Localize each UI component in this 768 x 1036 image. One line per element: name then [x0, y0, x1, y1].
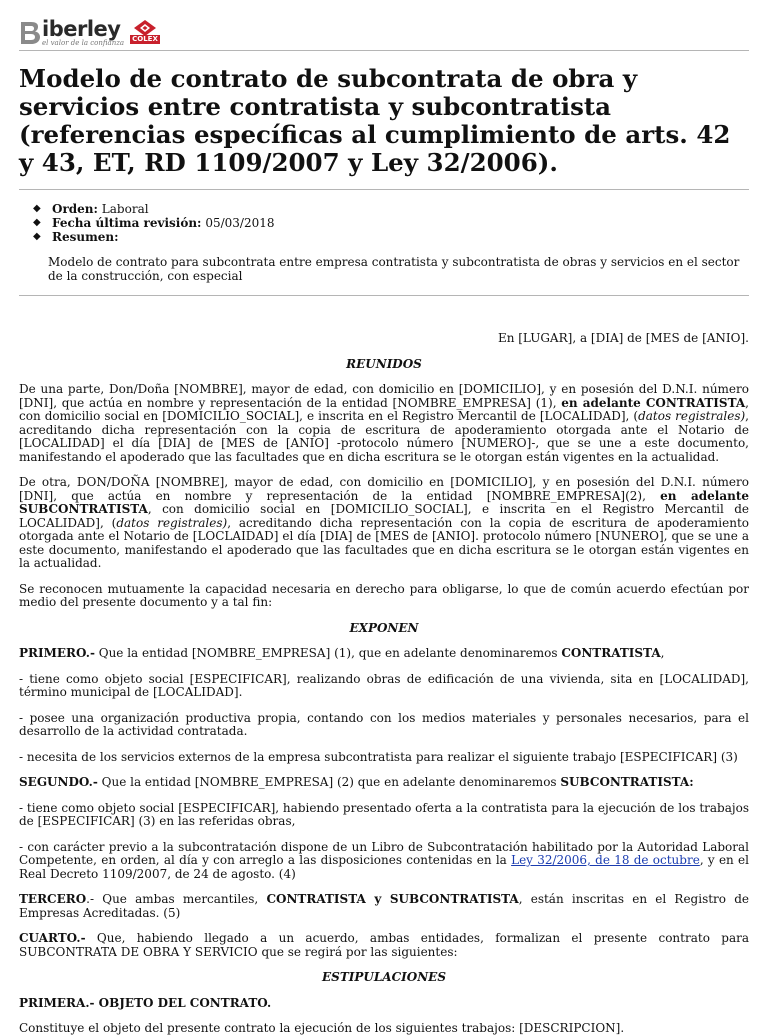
segundo-role: SUBCONTRATISTA:	[560, 775, 694, 789]
primero-item-3: - necesita de los servicios externos de la empresa subcontratista para realizar el siguiente trabajo [ESPECIFICAR] (3)	[19, 749, 738, 764]
capacity-paragraph: Se reconocen mutuamente la capacidad necesaria en derecho para obligarse, lo que de común acuerdo efectúan por medio del presente documento y a tal fin:	[19, 581, 749, 609]
segundo-item-1: - tiene como objeto social [ESPECIFICAR], habiendo presentado oferta a la contratista para la ejecución de los trabajos de [ESPECIFICAR] (3) en las referidas obras,	[19, 800, 749, 828]
meta-resumen	[33, 230, 749, 244]
fecha-label: Fecha última revisión:	[52, 216, 202, 230]
section-heading-reunidos: REUNIDOS	[346, 356, 422, 371]
party1-text-3: , acreditando dicha representación con la copia de escritura de apoderamiento otorgada ante el Notario de [LOCALIDAD] el día [DIA] de [MES de [ANIO] -protocolo número [NUMERO]-, que se une a este documento, manifestando el apoderado que las facultades que en dicha escritura se le otorgan están vigentes en la actualidad.	[19, 409, 749, 464]
segundo-text: Que la entidad [NOMBRE_EMPRESA] (2) que en adelante denominaremos	[97, 775, 561, 789]
party1-text-2: , con domicilio social en [DOMICILIO_SOCIAL], e inscrita en el Registro Mercantil de [LOCALIDAD], (	[19, 395, 749, 423]
primera-heading-text: PRIMERA.- OBJETO DEL CONTRATO.	[19, 995, 272, 1010]
party1-role: en adelante CONTRATISTA	[561, 395, 746, 410]
party1-text: De una parte, Don/Doña [NOMBRE], mayor de edad, con domicilio en [DOMICILIO], y en posesión del D.N.I. número [DNI], que actúa en nombre y representación de la entidad [NOMBRE_EMPRESA] (1),	[19, 382, 749, 410]
summary-text: Modelo de contrato para subcontrata entre empresa contratista y subcontratista de obras y servicios en el sector de la construcción, con especial	[48, 255, 740, 283]
segundo-item-2-text: - con carácter previo a la subcontratación dispone de un Libro de Subcontratación habilitado por la Autoridad Laboral Competente, en orden, al día y con arreglo a las disposiciones contenidas en la	[19, 839, 749, 867]
brand-name: iberley	[42, 17, 121, 41]
ley-32-2006-link[interactable]: Ley 32/2006, de 18 de octubre	[511, 853, 700, 867]
orden-value: Laboral	[101, 202, 149, 216]
title-divider	[19, 189, 749, 190]
party2-text-3: , acreditando dicha representación con la copia de escritura de apoderamiento otorgada ante el Notario de [LOCLAIDAD] el día [DIA] de [MES de [ANIO]. protocolo número [NUNERO], que se une a este documento, manifestando el apoderado que las facultades que en dicha escritura se le otorgan están vigentes en la actualidad.	[19, 515, 750, 570]
cuarto-text: Que, habiendo llegado a un acuerdo, ambas entidades, formalizan el presente contrato para SUBCONTRATA DE OBRA Y SERVICIO que se regirá por las siguientes:	[19, 931, 749, 959]
colex-mark-icon	[134, 20, 156, 36]
summary-divider	[19, 295, 749, 296]
primero-item-2: - posee una organización productiva propia, contando con los medios materiales y personales necesarios, para el desarrollo de la actividad contratada.	[19, 710, 749, 738]
primero-role: CONTRATISTA	[561, 646, 661, 660]
segundo-item-2-text-2: , y en el Real Decreto 1109/2007, de 24 de agosto. (4)	[19, 853, 749, 881]
fecha-value: 05/03/2018	[205, 216, 275, 230]
document-title: Modelo de contrato de subcontrata de obra y servicios entre contratista y subcontratista (referencias específicas al cumplimiento de arts. 42 y 43, ET, RD 1109/2007 y Ley 32/2006).	[19, 64, 731, 177]
tercero-parties: CONTRATISTA y SUBCONTRATISTA	[266, 892, 519, 906]
segundo-paragraph	[19, 776, 749, 790]
party2-registry-note: datos registrales)	[116, 515, 228, 530]
primero-item-1: - tiene como objeto social [ESPECIFICAR], realizando obras de edificación de una vivienda, sita en [LOCALIDAD], término municipal de [LOCALIDAD].	[19, 671, 749, 699]
tercero-paragraph	[19, 893, 749, 920]
primera-text: Constituye el objeto del presente contrato la ejecución de los siguientes trabajos: [DESCRIPCION].	[19, 1021, 625, 1035]
primero-label: PRIMERO.-	[19, 646, 95, 660]
party2-role: en adelante SUBCONTRATISTA	[19, 488, 750, 516]
bullet-icon: ◆	[33, 203, 41, 214]
resumen-label: Resumen:	[52, 230, 119, 244]
brand-tagline: el valor de la confianza	[42, 39, 125, 47]
metadata-list	[19, 202, 749, 244]
site-header	[19, 0, 749, 51]
party2-text: De otra, DON/DOÑA [NOMBRE], mayor de edad, con domicilio en [DOMICILIO], y en posesión del D.N.I. número [DNI], que actúa en nombre y representación de la entidad [NOMBRE_EMPRESA](2),	[19, 475, 749, 503]
primero-paragraph	[19, 647, 749, 661]
tercero-label: TERCERO	[19, 892, 87, 906]
meta-fecha	[33, 216, 749, 230]
colex-logo[interactable]	[130, 20, 160, 44]
bullet-icon: ◆	[33, 217, 41, 228]
cuarto-paragraph	[19, 932, 749, 959]
section-heading-estipulaciones: ESTIPULACIONES	[322, 970, 446, 984]
segundo-item-2	[19, 841, 749, 882]
party2-text-2: , con domicilio social en [DOMICILIO_SOCIAL], e inscrita en el Registro Mercantil de LOCALIDAD], (	[19, 502, 749, 530]
primero-text: Que la entidad [NOMBRE_EMPRESA] (1), que en adelante denominaremos	[94, 646, 562, 660]
primera-heading	[19, 997, 749, 1011]
partner-name: COLEX	[132, 35, 158, 43]
cuarto-label: CUARTO.-	[19, 931, 86, 945]
bullet-icon: ◆	[33, 231, 41, 242]
iberley-mark-icon	[19, 18, 41, 48]
meta-orden	[33, 202, 749, 216]
iberley-logo[interactable]	[19, 18, 160, 48]
party-contratista-paragraph	[19, 383, 749, 464]
primero-text-2: ,	[660, 646, 665, 660]
orden-label: Orden:	[52, 202, 98, 216]
segundo-label: SEGUNDO.-	[19, 775, 98, 789]
party1-registry-note: datos registrales)	[638, 409, 746, 423]
section-heading-exponen: EXPONEN	[349, 620, 419, 635]
contract-body	[19, 332, 749, 1036]
tercero-text-2: , están inscritas en el Registro de Empresas Acreditadas. (5)	[19, 892, 750, 920]
place-date: En [LUGAR], a [DIA] de [MES de [ANIO].	[497, 331, 749, 345]
tercero-text: .- Que ambas mercantiles,	[86, 892, 267, 906]
party-subcontratista-paragraph	[19, 476, 749, 571]
